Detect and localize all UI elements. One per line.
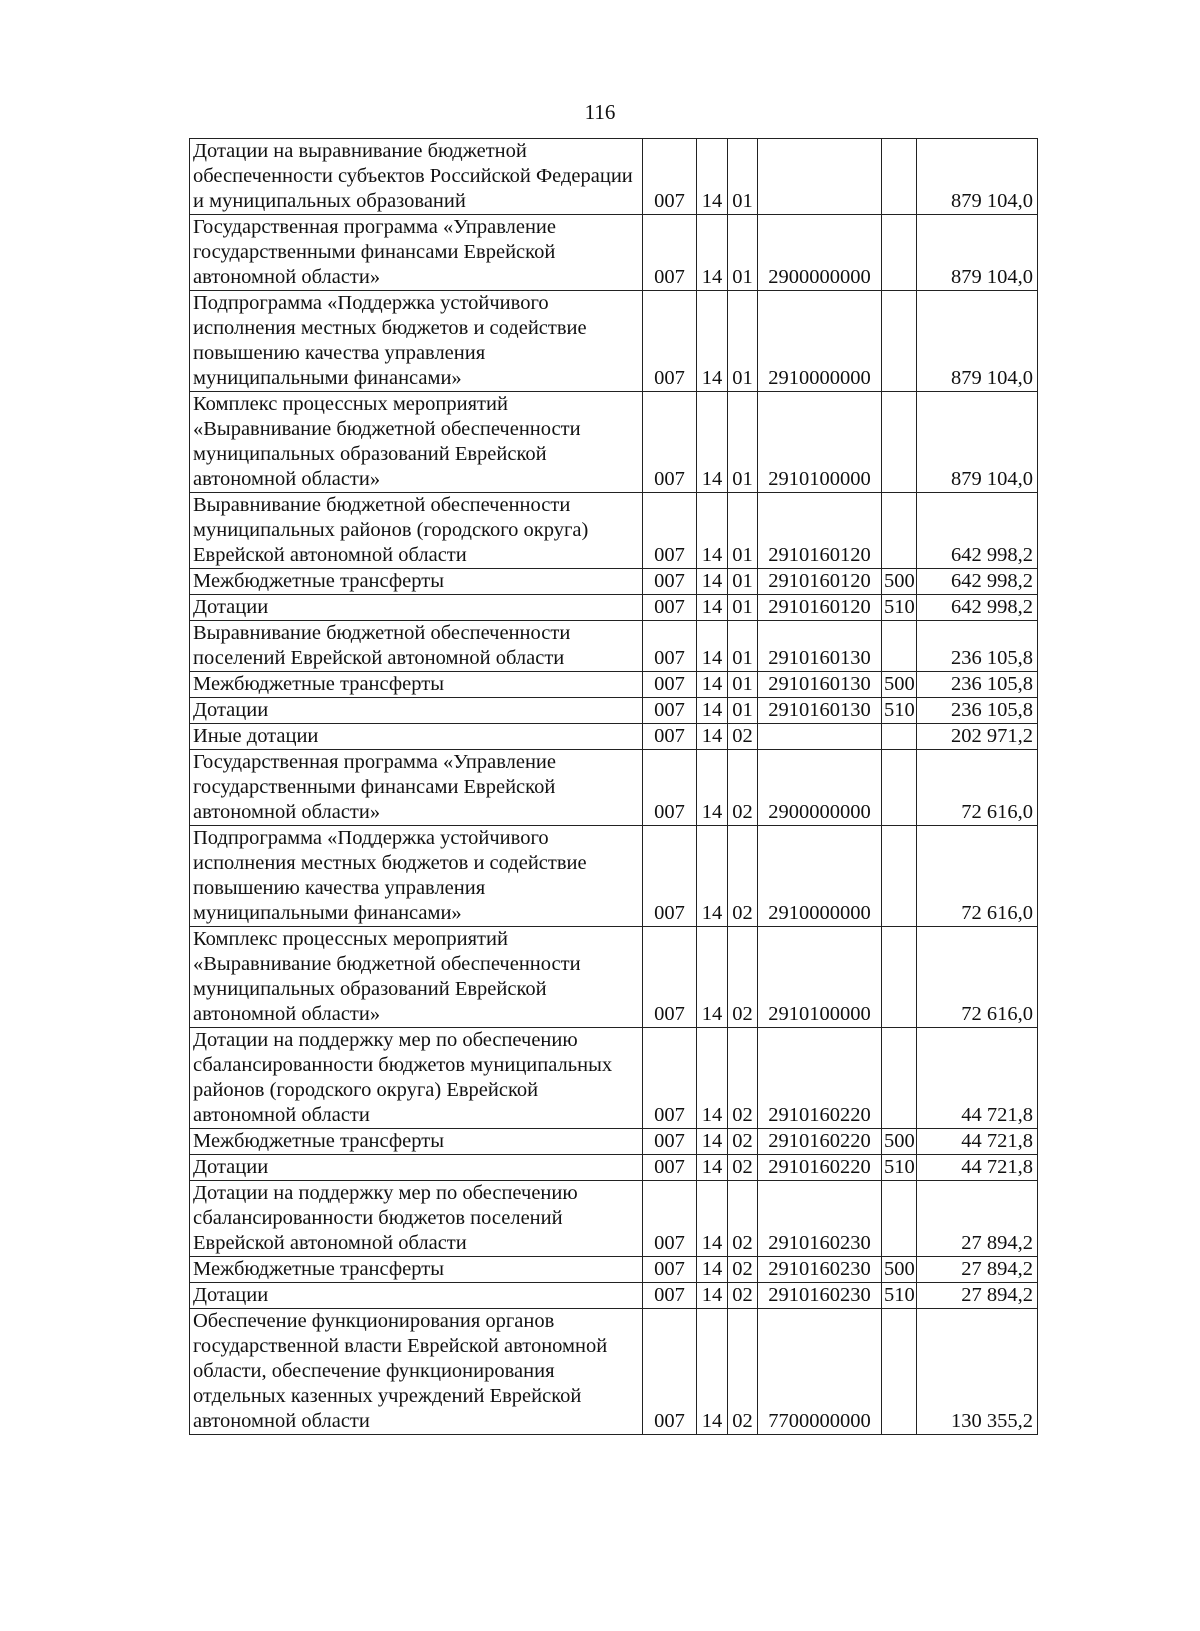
row-ved-cell: 007 (643, 750, 697, 826)
table-row (190, 1181, 1038, 1257)
row-subsection-cell: 01 (728, 621, 758, 672)
row-target-article-cell: 2910160220 (758, 1129, 882, 1155)
row-subsection-cell: 02 (728, 1181, 758, 1257)
row-section-cell: 14 (697, 1129, 728, 1155)
page-number: 116 (584, 100, 616, 124)
table-row (190, 750, 1038, 826)
row-section-cell: 14 (697, 595, 728, 621)
row-ved-cell: 007 (643, 927, 697, 1028)
row-sum-cell: 236 105,8 (917, 698, 1038, 724)
table-row (190, 595, 1038, 621)
row-subsection-cell: 02 (728, 1028, 758, 1129)
row-target-article-cell: 2910000000 (758, 826, 882, 927)
row-section-cell: 14 (697, 392, 728, 493)
row-expense-type-cell (882, 621, 917, 672)
row-ved-cell: 007 (643, 1181, 697, 1257)
row-subsection-cell: 01 (728, 672, 758, 698)
row-sum-cell: 879 104,0 (917, 139, 1038, 215)
row-section-cell: 14 (697, 291, 728, 392)
row-subsection-cell: 02 (728, 750, 758, 826)
row-section-cell: 14 (697, 698, 728, 724)
row-section-cell: 14 (697, 750, 728, 826)
row-sum-cell: 27 894,2 (917, 1283, 1038, 1309)
row-name-cell: Межбюджетные трансферты (190, 672, 643, 698)
table-row (190, 621, 1038, 672)
row-name-cell: Межбюджетные трансферты (190, 1129, 643, 1155)
row-expense-type-cell: 510 (882, 1283, 917, 1309)
row-target-article-cell: 2910160220 (758, 1155, 882, 1181)
row-sum-cell: 879 104,0 (917, 392, 1038, 493)
row-expense-type-cell (882, 1181, 917, 1257)
row-expense-type-cell (882, 1028, 917, 1129)
row-target-article-cell: 2900000000 (758, 215, 882, 291)
row-ved-cell: 007 (643, 493, 697, 569)
row-name-cell: Межбюджетные трансферты (190, 1257, 643, 1283)
row-target-article-cell: 2910160220 (758, 1028, 882, 1129)
row-expense-type-cell (882, 826, 917, 927)
row-subsection-cell: 02 (728, 1155, 758, 1181)
row-ved-cell: 007 (643, 826, 697, 927)
row-sum-cell: 130 355,2 (917, 1309, 1038, 1435)
table-row (190, 927, 1038, 1028)
row-expense-type-cell (882, 139, 917, 215)
row-subsection-cell: 02 (728, 1129, 758, 1155)
row-expense-type-cell (882, 750, 917, 826)
row-target-article-cell: 2910160130 (758, 621, 882, 672)
row-name-cell: Комплекс процессных мероприятий «Выравнивание бюджетной обеспеченности муниципальных образований Еврейской автономной области» (190, 927, 643, 1028)
row-section-cell: 14 (697, 493, 728, 569)
row-target-article-cell: 2910160120 (758, 569, 882, 595)
row-expense-type-cell: 500 (882, 1129, 917, 1155)
row-sum-cell: 236 105,8 (917, 672, 1038, 698)
table-row (190, 139, 1038, 215)
row-ved-cell: 007 (643, 1028, 697, 1129)
row-ved-cell: 007 (643, 1155, 697, 1181)
row-target-article-cell: 2910160230 (758, 1257, 882, 1283)
row-section-cell: 14 (697, 569, 728, 595)
budget-table (189, 138, 1038, 1435)
row-sum-cell: 27 894,2 (917, 1181, 1038, 1257)
row-name-cell: Дотации (190, 1283, 643, 1309)
row-subsection-cell: 01 (728, 569, 758, 595)
row-subsection-cell: 02 (728, 1283, 758, 1309)
row-section-cell: 14 (697, 621, 728, 672)
row-ved-cell: 007 (643, 1283, 697, 1309)
row-name-cell: Обеспечение функционирования органов государственной власти Еврейской автономной области, обеспечение функционирования отдельных казенных учреждений Еврейской автономной области (190, 1309, 643, 1435)
row-sum-cell: 202 971,2 (917, 724, 1038, 750)
row-ved-cell: 007 (643, 698, 697, 724)
row-target-article-cell: 2910000000 (758, 291, 882, 392)
row-subsection-cell: 02 (728, 1257, 758, 1283)
row-target-article-cell (758, 724, 882, 750)
row-subsection-cell: 02 (728, 724, 758, 750)
row-expense-type-cell: 500 (882, 569, 917, 595)
table-row (190, 1028, 1038, 1129)
row-expense-type-cell (882, 493, 917, 569)
row-ved-cell: 007 (643, 1257, 697, 1283)
row-ved-cell: 007 (643, 1309, 697, 1435)
row-subsection-cell: 01 (728, 291, 758, 392)
row-name-cell: Межбюджетные трансферты (190, 569, 643, 595)
row-section-cell: 14 (697, 215, 728, 291)
row-ved-cell: 007 (643, 672, 697, 698)
row-name-cell: Дотации на поддержку мер по обеспечению сбалансированности бюджетов поселений Еврейской автономной области (190, 1181, 643, 1257)
row-ved-cell: 007 (643, 621, 697, 672)
row-ved-cell: 007 (643, 291, 697, 392)
row-sum-cell: 72 616,0 (917, 927, 1038, 1028)
row-sum-cell: 879 104,0 (917, 215, 1038, 291)
row-ved-cell: 007 (643, 392, 697, 493)
row-subsection-cell: 02 (728, 927, 758, 1028)
table-row (190, 1283, 1038, 1309)
row-section-cell: 14 (697, 1309, 728, 1435)
row-expense-type-cell: 500 (882, 1257, 917, 1283)
row-name-cell: Подпрограмма «Поддержка устойчивого исполнения местных бюджетов и содействие повышению качества управления муниципальными финансами» (190, 291, 643, 392)
row-name-cell: Дотации на выравнивание бюджетной обеспеченности субъектов Российской Федерации и муниципальных образований (190, 139, 643, 215)
row-expense-type-cell: 510 (882, 1155, 917, 1181)
budget-table-body (190, 139, 1038, 1435)
table-row (190, 826, 1038, 927)
row-expense-type-cell (882, 927, 917, 1028)
row-expense-type-cell: 510 (882, 698, 917, 724)
row-name-cell: Подпрограмма «Поддержка устойчивого исполнения местных бюджетов и содействие повышению качества управления муниципальными финансами» (190, 826, 643, 927)
row-sum-cell: 72 616,0 (917, 826, 1038, 927)
table-row (190, 1257, 1038, 1283)
table-row (190, 291, 1038, 392)
row-section-cell: 14 (697, 1181, 728, 1257)
row-target-article-cell: 2910100000 (758, 392, 882, 493)
row-section-cell: 14 (697, 672, 728, 698)
row-target-article-cell: 2910160130 (758, 698, 882, 724)
row-section-cell: 14 (697, 1283, 728, 1309)
row-sum-cell: 27 894,2 (917, 1257, 1038, 1283)
row-expense-type-cell (882, 392, 917, 493)
row-expense-type-cell (882, 724, 917, 750)
row-section-cell: 14 (697, 724, 728, 750)
row-ved-cell: 007 (643, 595, 697, 621)
row-ved-cell: 007 (643, 724, 697, 750)
row-subsection-cell: 01 (728, 698, 758, 724)
row-expense-type-cell (882, 291, 917, 392)
row-subsection-cell: 01 (728, 493, 758, 569)
row-target-article-cell: 2910160230 (758, 1283, 882, 1309)
row-name-cell: Выравнивание бюджетной обеспеченности поселений Еврейской автономной области (190, 621, 643, 672)
row-section-cell: 14 (697, 1257, 728, 1283)
row-target-article-cell: 2910160120 (758, 595, 882, 621)
table-row (190, 1155, 1038, 1181)
table-row (190, 724, 1038, 750)
row-ved-cell: 007 (643, 215, 697, 291)
row-name-cell: Дотации (190, 595, 643, 621)
table-row (190, 698, 1038, 724)
row-sum-cell: 642 998,2 (917, 493, 1038, 569)
row-subsection-cell: 01 (728, 139, 758, 215)
row-name-cell: Государственная программа «Управление государственными финансами Еврейской автономной области» (190, 215, 643, 291)
row-name-cell: Иные дотации (190, 724, 643, 750)
row-subsection-cell: 01 (728, 392, 758, 493)
table-row (190, 392, 1038, 493)
table-row (190, 569, 1038, 595)
row-name-cell: Комплекс процессных мероприятий «Выравнивание бюджетной обеспеченности муниципальных образований Еврейской автономной области» (190, 392, 643, 493)
row-expense-type-cell: 500 (882, 672, 917, 698)
table-row (190, 672, 1038, 698)
row-expense-type-cell: 510 (882, 595, 917, 621)
row-target-article-cell: 2900000000 (758, 750, 882, 826)
row-subsection-cell: 01 (728, 215, 758, 291)
row-section-cell: 14 (697, 1155, 728, 1181)
row-sum-cell: 44 721,8 (917, 1028, 1038, 1129)
row-ved-cell: 007 (643, 139, 697, 215)
row-sum-cell: 642 998,2 (917, 595, 1038, 621)
row-subsection-cell: 02 (728, 1309, 758, 1435)
row-ved-cell: 007 (643, 569, 697, 595)
row-name-cell: Дотации (190, 1155, 643, 1181)
row-expense-type-cell (882, 1309, 917, 1435)
row-target-article-cell: 2910100000 (758, 927, 882, 1028)
row-name-cell: Государственная программа «Управление государственными финансами Еврейской автономной области» (190, 750, 643, 826)
row-target-article-cell: 7700000000 (758, 1309, 882, 1435)
table-row (190, 1309, 1038, 1435)
row-section-cell: 14 (697, 139, 728, 215)
row-sum-cell: 44 721,8 (917, 1155, 1038, 1181)
row-target-article-cell: 2910160130 (758, 672, 882, 698)
row-ved-cell: 007 (643, 1129, 697, 1155)
row-sum-cell: 642 998,2 (917, 569, 1038, 595)
table-row (190, 215, 1038, 291)
table-row (190, 493, 1038, 569)
row-sum-cell: 72 616,0 (917, 750, 1038, 826)
row-target-article-cell: 2910160230 (758, 1181, 882, 1257)
row-sum-cell: 236 105,8 (917, 621, 1038, 672)
row-subsection-cell: 01 (728, 595, 758, 621)
row-target-article-cell: 2910160120 (758, 493, 882, 569)
row-name-cell: Дотации (190, 698, 643, 724)
row-sum-cell: 44 721,8 (917, 1129, 1038, 1155)
row-sum-cell: 879 104,0 (917, 291, 1038, 392)
row-target-article-cell (758, 139, 882, 215)
row-name-cell: Дотации на поддержку мер по обеспечению сбалансированности бюджетов муниципальных районов (городского округа) Еврейской автономной области (190, 1028, 643, 1129)
row-section-cell: 14 (697, 927, 728, 1028)
row-name-cell: Выравнивание бюджетной обеспеченности муниципальных районов (городского округа) Еврейской автономной области (190, 493, 643, 569)
row-section-cell: 14 (697, 826, 728, 927)
row-expense-type-cell (882, 215, 917, 291)
row-subsection-cell: 02 (728, 826, 758, 927)
row-section-cell: 14 (697, 1028, 728, 1129)
table-row (190, 1129, 1038, 1155)
